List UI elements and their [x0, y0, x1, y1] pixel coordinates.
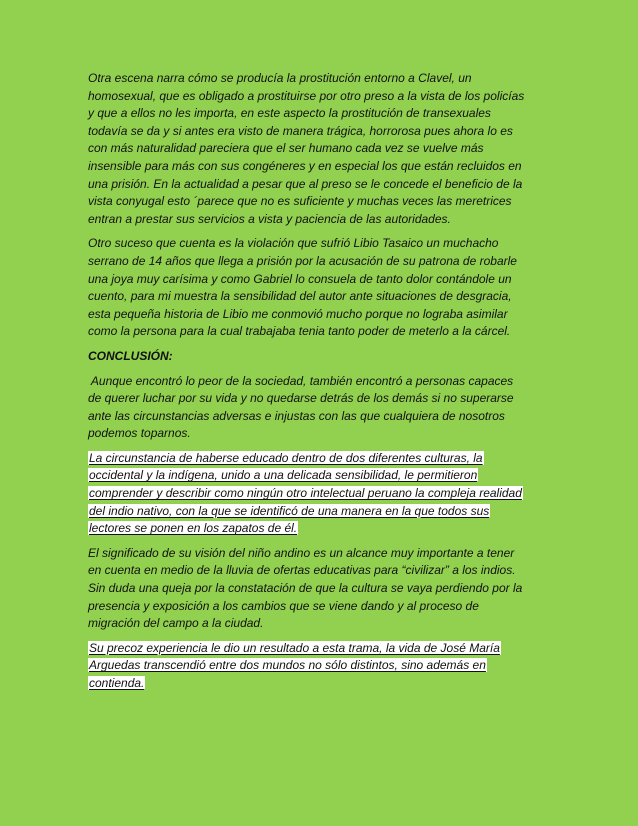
highlighted-text-line: Arguedas transcendió entre dos mundos no sólo distintos, sino además en [89, 658, 486, 673]
text-line: todavía se da y si antes era visto de manera trágica, horrorosa pues ahora lo es [88, 123, 513, 138]
highlighted-text-line: La circunstancia de haberse educado dentro de dos diferentes culturas, la [89, 450, 483, 465]
text-line: serrano de 14 años que llega a prisión por la acusación de su patrona de robarle [88, 253, 517, 268]
text-line: esta pequeña historia de Libio me conmovió mucho porque no lograba asimilar [88, 306, 508, 321]
text-line: homosexual, que es obligado a prostituirse por otro preso a la vista de los policías [88, 88, 525, 103]
text-line: una prisión. En la actualidad a pesar que al preso se le concede el beneficio de la [88, 176, 523, 191]
highlighted-paragraph-arguedas [88, 640, 548, 693]
highlighted-text-line: del indio nativo, con la que se identificó de una manera en la que todos sus [89, 503, 490, 518]
text-line: presencia y exposición a los cambios que se viene dando y al proceso de [88, 598, 479, 613]
paragraph-libio [88, 235, 548, 341]
text-line: una joya muy carísima y como Gabriel lo consuela de tanto dolor contándole un [88, 271, 512, 286]
highlighted-text-line: comprender y describir como ningún otro intelectual peruano la compleja realidad [89, 486, 522, 501]
text-line: Otro suceso que cuenta es la violación que sufrió Libio Tasaico un muchacho [88, 236, 499, 251]
text-line: Aunque encontró lo peor de la sociedad, también encontró a personas capaces [88, 373, 514, 388]
text-line: migración del campo a la ciudad. [88, 616, 264, 631]
text-line: Otra escena narra cómo se producía la prostitución entorno a Clavel, un [88, 71, 472, 85]
text-line: podemos toparnos. [88, 426, 191, 441]
conclusion-heading: CONCLUSIÓN: [88, 348, 173, 363]
text-line: insensible para más con sus congéneres y en especial los que están recluidos en [88, 158, 522, 173]
text-line: vista conyugal esto ´parece que no es suficiente y muchas veces las meretrices [88, 194, 512, 209]
text-line: entran a prestar sus servicios a vista y paciencia de las autoridades. [88, 211, 451, 226]
text-line: El significado de su visión del niño andino es un alcance muy importante a tener [88, 545, 515, 560]
text-line: ante las circunstancias adversas e injustas con las que cualquiera de nosotros [88, 408, 505, 423]
highlighted-text-line: occidental y la indígena, unido a una delicada sensibilidad, le permitieron [89, 468, 478, 483]
text-line: Sin duda una queja por la constatación de que la cultura se vaya perdiendo por la [88, 581, 523, 596]
text-line: y que a ellos no les importa, en este aspecto la prostitución de transexuales [88, 106, 491, 121]
highlighted-text-line: lectores se ponen en los zapatos de él. [89, 521, 298, 536]
text-line: en cuenta en medio de la lluvia de ofertas educativas para “civilizar” a los indios. [88, 563, 516, 578]
paragraph-clavel [88, 70, 548, 228]
text-line: de querer luchar por su vida y no quedarse detrás de los demás si no superarse [88, 391, 514, 406]
text-line: como la persona para la cual trabajaba tenia tanto poder de meterlo a la cárcel. [88, 324, 511, 339]
text-line: con más naturalidad pareciera que el ser humano cada vez se vuelve más [88, 141, 484, 156]
highlighted-text-line: contienda. [89, 676, 145, 690]
paragraph-conclusion [88, 373, 548, 443]
text-line: cuento, para mi muestra la sensibilidad del autor ante situaciones de desgracia, [88, 289, 512, 304]
paragraph-andean-child [88, 545, 548, 633]
highlighted-text-line: Su precoz experiencia le dio un resultado a esta trama, la vida de José María [89, 640, 500, 655]
highlighted-paragraph-cultures [88, 450, 548, 538]
